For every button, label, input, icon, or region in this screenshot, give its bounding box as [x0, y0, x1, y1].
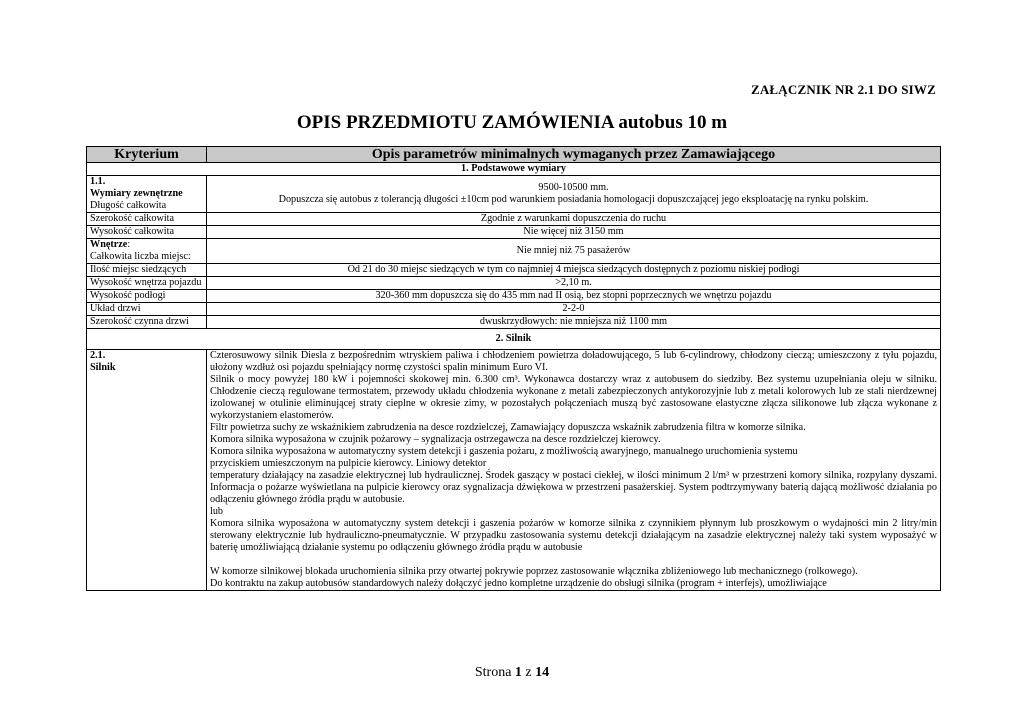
footer-prefix: Strona: [474, 665, 512, 680]
criterion-label: Całkowita liczba miejsc:: [90, 251, 191, 262]
row-heading: Wymiary zewnętrzne: [90, 188, 183, 199]
criterion-cell: [87, 176, 207, 213]
table-row: [87, 316, 941, 329]
criterion-label: Wysokość podłogi: [87, 290, 207, 303]
criterion-cell: [87, 239, 207, 264]
table-header-row: [87, 147, 941, 163]
table-row: [87, 290, 941, 303]
value-cell: 2-2-0: [207, 303, 941, 316]
page-number: 1: [514, 665, 522, 680]
criterion-cell: [87, 350, 207, 591]
section-row-1: [87, 163, 941, 176]
annex-label: ZAŁĄCZNIK NR 2.1 DO SIWZ: [750, 82, 936, 97]
value-line: Dopuszcza się autobus z tolerancją długości ±10cm pod warunkiem posiadania homologacji dopuszczającej jego eksploatację na rynku polskim.: [278, 194, 869, 205]
paragraph: temperatury działający na zasadzie elektrycznej lub hydraulicznej. Środek gaszący w postaci ciekłej, w ilości minimum 2 l/m³ w przestrzeni komory silnika, rozpylany dyszami. Informacja o pożarze wyświetlana na pulpicie kierowcy oraz sygnalizacja dźwiękowa w przestrzeni pasażerskiej. System podtrzymywany baterią dającą możliwość działania po odłączeniu głównego źródła prądu w autobusie.: [210, 470, 937, 505]
table-row: [87, 264, 941, 277]
table-row: [87, 277, 941, 290]
paragraph: Czterosuwowy silnik Diesla z bezpośrednim wtryskiem paliwa i chłodzeniem powietrza doładowującego, 5 lub 6-cylindrowy, chłodzony cieczą; umieszczony z tyłu pojazdu, ułożony wzdłuż osi pojazdu spełniający normę czystości spalin minimum Euro VI.: [210, 350, 937, 373]
document-title: OPIS PRZEDMIOTU ZAMÓWIENIA autobus 10 m: [296, 112, 728, 133]
value-cell: dwuskrzydłowych: nie mniejsza niż 1100 mm: [207, 316, 941, 329]
table-row: [87, 303, 941, 316]
page-footer: [0, 665, 1024, 681]
row-heading: Silnik: [90, 362, 116, 373]
paragraph: Do kontraktu na zakup autobusów standardowych należy dołączyć jedno kompletne urządzenie do obsługi silnika (program + interfejs), umożliwiające: [210, 578, 827, 589]
table-row: [87, 213, 941, 226]
paragraph: Komora silnika wyposażona w automatyczny system detekcji i gaszenia pożaru, z możliwością awaryjnego, manualnego uruchomienia systemu: [210, 446, 798, 457]
criterion-label: Szerokość całkowita: [87, 213, 207, 226]
table-row: [87, 176, 941, 213]
paragraph: lub: [210, 506, 224, 517]
paragraph: Komora silnika wyposażona w czujnik pożarowy – sygnalizacja ostrzegawcza na desce rozdzielczej kierowcy.: [210, 434, 661, 445]
criterion-label: Wysokość całkowita: [87, 226, 207, 239]
value-cell: 320-360 mm dopuszcza się do 435 mm nad II osią, bez stopni poprzecznych we wnętrzu pojazdu: [207, 290, 941, 303]
section-title: 1. Podstawowe wymiary: [87, 163, 941, 176]
value-cell: Nie więcej niż 3150 mm: [207, 226, 941, 239]
value-cell: >2,10 m.: [207, 277, 941, 290]
paragraph: Filtr powietrza suchy ze wskaźnikiem zabrudzenia na desce rozdzielczej, Zamawiający dopuszcza wskaźnik zabrudzenia filtra w komorze silnika.: [210, 422, 806, 433]
table-row: [87, 350, 941, 591]
header-criterion: Kryterium: [87, 147, 207, 163]
row-number: 2.1.: [90, 350, 106, 361]
criterion-label: Układ drzwi: [87, 303, 207, 316]
value-cell: Zgodnie z warunkami dopuszczenia do ruchu: [207, 213, 941, 226]
spec-table: [86, 146, 941, 591]
colon-text: :: [127, 239, 131, 250]
paragraph: Komora silnika wyposażona w automatyczny system detekcji i gaszenia pożarów w komorze silnika z czynnikiem płynnym lub proszkowym o wydajności min 2 litry/min sterowany elektrycznie lub hydrauliczno-pneumatycznie. W przypadku zastosowania systemu detekcji działającym na zasadzie elektrycznej należy taki system wyposażyć w baterię umożliwiającą działanie systemu po odłączeniu głównego źródła prądu w autobusie: [210, 518, 937, 553]
row-heading: Wnętrze: [90, 239, 128, 250]
page-total: 14: [535, 665, 550, 680]
paragraph: Silnik o mocy powyżej 180 kW i pojemności skokowej min. 6.300 cm³. Wykonawca dostarczy wraz z autobusem do siedziby. Bez systemu uzupełniania oleju w silniku. Chłodzenie cieczą regulowane termostatem, przewody układu chłodzenia wykonane z metali zabezpieczonych antykorozyjnie lub z metali kolorowych lub ze stali nierdzewnej izolowanej w otulinie eliminującej straty cieplne w okresie zimy, w pozostałych połączeniach muszą być zastosowane elastyczne złącza silikonowe lub złącza wykonane z wykorzystaniem elastomerów.: [210, 374, 937, 421]
section-row-2: [87, 329, 941, 350]
criterion-label: Długość całkowita: [90, 200, 167, 211]
footer-sep: z: [525, 665, 532, 680]
paragraph: przyciskiem umieszczonym na pulpicie kierowcy. Liniowy detektor: [210, 458, 487, 469]
value-cell: Od 21 do 30 miejsc siedzących w tym co najmniej 4 miejsca siedzących dostępnych z poziomu niskiej podłogi: [207, 264, 941, 277]
table-row: [87, 239, 941, 264]
criterion-label: Wysokość wnętrza pojazdu: [87, 277, 207, 290]
header-description: Opis parametrów minimalnych wymaganych przez Zamawiającego: [207, 147, 941, 163]
value-cell: [207, 176, 941, 213]
section-title: 2. Silnik: [87, 329, 941, 350]
engine-description: [207, 350, 941, 591]
row-number: 1.1.: [90, 176, 106, 187]
table-row: [87, 226, 941, 239]
value-line: 9500-10500 mm.: [538, 182, 609, 193]
value-cell: Nie mniej niż 75 pasażerów: [207, 239, 941, 264]
spacer: [210, 554, 937, 566]
paragraph: W komorze silnikowej blokada uruchomienia silnika przy otwartej pokrywie poprzez zastosowanie włącznika zbliżeniowego lub mechanicznego (rolkowego).: [210, 566, 858, 577]
criterion-label: Ilość miejsc siedzących: [87, 264, 207, 277]
criterion-label: Szerokość czynna drzwi: [87, 316, 207, 329]
